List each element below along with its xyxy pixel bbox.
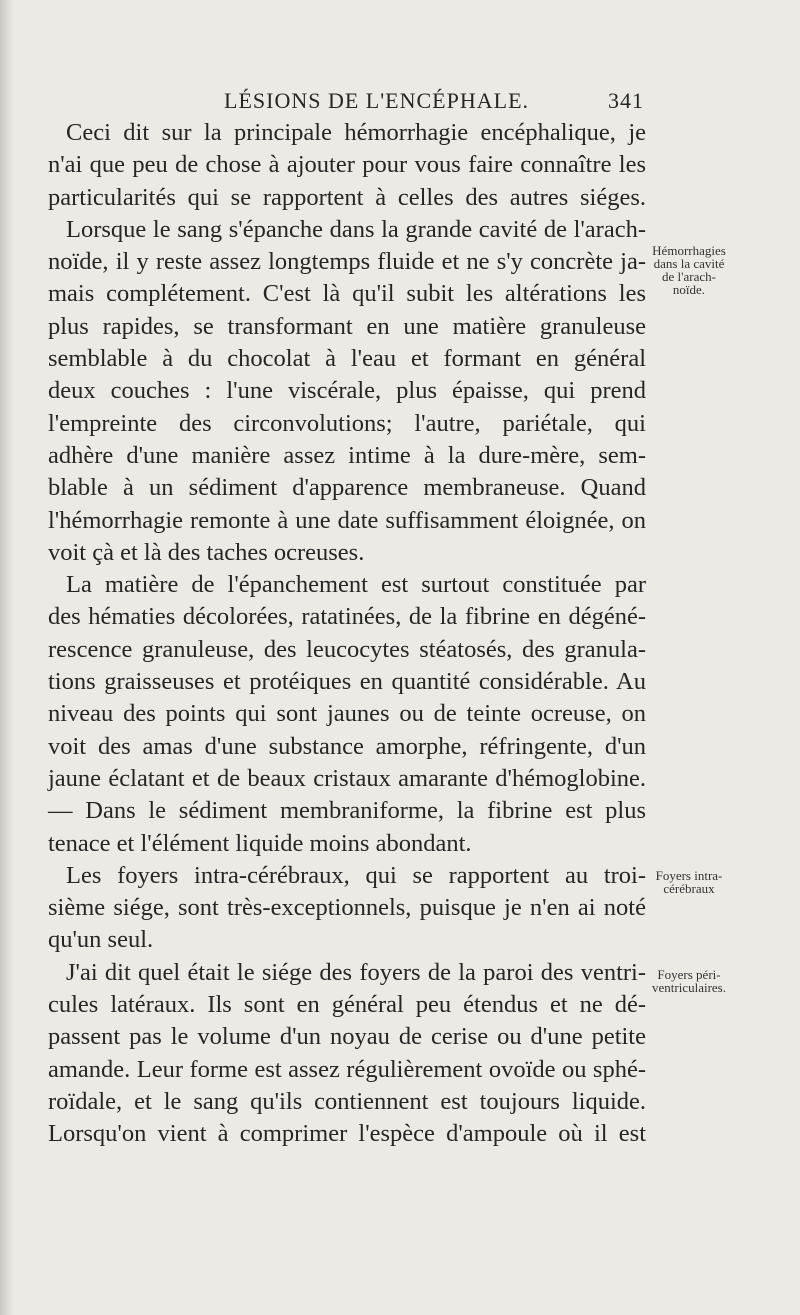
text-line: passent pas le volume d'un noyau de cerise ou d'une petite: [48, 1023, 646, 1051]
text-line: sième siége, sont très-exceptionnels, puisque je n'en ai noté: [48, 894, 646, 922]
text-line: semblable à du chocolat à l'eau et formant en général: [48, 345, 646, 373]
text-line: La matière de l'épanchement est surtout constituée par: [66, 571, 646, 599]
text-line: deux couches : l'une viscérale, plus épaisse, qui prend: [48, 377, 646, 405]
text-line: particularités qui se rapportent à celles des autres siéges.: [48, 183, 646, 211]
page-header: [224, 88, 644, 118]
margin-note-line: de l'arach-: [662, 269, 716, 284]
text-line: tions graisseuses et protéiques en quantité considérable. Au: [48, 668, 646, 696]
margin-note-line: noïde.: [672, 282, 706, 297]
text-line: rescence granuleuse, des leucocytes stéatosés, des granula-: [48, 635, 646, 663]
text-line: Les foyers intra-cérébraux, qui se rapportent au troi-: [66, 861, 646, 889]
text-line: des hématies décolorées, ratatinées, de la fibrine en dégéné-: [48, 603, 646, 631]
text-line: niveau des points qui sont jaunes ou de teinte ocreuse, on: [48, 700, 646, 728]
text-line: plus rapides, se transformant en une matière granuleuse: [48, 312, 646, 340]
margin-note-hemorrhagies: [648, 244, 730, 296]
margin-note-foyers-peri: [648, 968, 730, 994]
text-line: — Dans le sédiment membraniforme, la fibrine est plus: [48, 797, 646, 825]
text-line: qu'un seul.: [48, 926, 154, 954]
text-line: Lorsqu'on vient à comprimer l'espèce d'ampoule où il est: [48, 1120, 646, 1148]
text-line: tenace et l'élément liquide moins abondant.: [48, 829, 472, 857]
page-binding-edge: [0, 0, 14, 1315]
margin-note-line: Hémorrhagies: [652, 243, 726, 258]
text-line: roïdale, et le sang qu'ils contiennent est toujours liquide.: [48, 1087, 646, 1115]
text-line: n'ai que peu de chose à ajouter pour vous faire connaître les: [48, 151, 646, 179]
text-line: J'ai dit quel était le siége des foyers de la paroi des ventri-: [66, 958, 646, 986]
text-line: noïde, il y reste assez longtemps fluide et ne s'y concrète ja-: [48, 248, 646, 276]
margin-note-line: Foyers péri-: [657, 967, 721, 982]
text-line: Ceci dit sur la principale hémorrhagie encéphalique, je: [66, 119, 646, 146]
text-line: adhère d'une manière assez intime à la dure-mère, sem-: [48, 441, 646, 469]
margin-note-line: ventriculaires.: [652, 980, 726, 995]
main-text: [48, 117, 646, 1151]
text-line: voit des amas d'une substance amorphe, réfringente, d'un: [48, 732, 646, 760]
text-line: amande. Leur forme est assez régulièrement ovoïde ou sphé-: [48, 1055, 646, 1083]
text-line: l'empreinte des circonvolutions; l'autre, pariétale, qui: [48, 409, 646, 437]
margin-note-line: Foyers intra-: [655, 868, 723, 883]
margin-note-line: dans la cavité: [653, 256, 725, 271]
text-line: jaune éclatant et de beaux cristaux amarante d'hémoglobine.: [48, 764, 646, 792]
text-line: Lorsque le sang s'épanche dans la grande cavité de l'arach-: [66, 215, 646, 243]
text-line: voit çà et là des taches ocreuses.: [48, 538, 365, 566]
text-line: blable à un sédiment d'apparence membraneuse. Quand: [48, 474, 646, 502]
text-line: cules latéraux. Ils sont en général peu étendus et ne dé-: [48, 991, 646, 1019]
text-line: mais complétement. C'est là qu'il subit les altérations les: [48, 280, 646, 308]
page-number: 341: [608, 88, 644, 113]
text-line: l'hémorrhagie remonte à une date suffisamment éloignée, on: [48, 506, 646, 534]
margin-note-foyers-intra: [648, 869, 730, 895]
running-head: LÉSIONS DE L'ENCÉPHALE.: [224, 88, 530, 113]
margin-note-line: cérébraux: [663, 881, 715, 896]
